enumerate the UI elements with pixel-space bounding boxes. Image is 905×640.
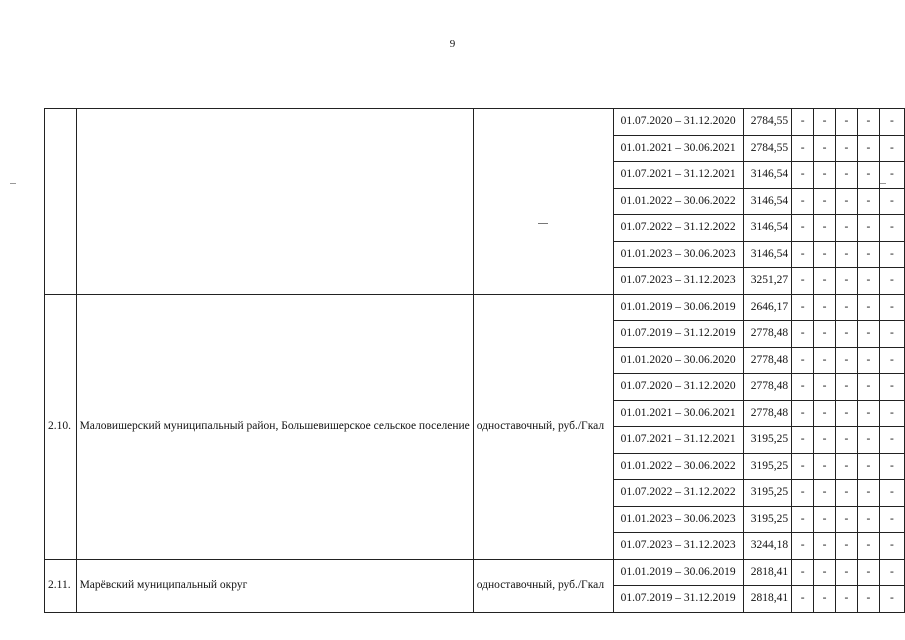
period-cell: 01.01.2021 – 30.06.2021 (613, 135, 743, 162)
tariff-value-cell: 2778,48 (743, 321, 792, 348)
period-cell: 01.01.2021 – 30.06.2021 (613, 400, 743, 427)
empty-value-cell: - (836, 374, 858, 401)
period-cell: 01.01.2023 – 30.06.2023 (613, 241, 743, 268)
table-row (45, 109, 905, 136)
empty-value-cell: - (857, 480, 879, 507)
empty-value-cell: - (879, 559, 904, 586)
empty-value-cell: - (814, 586, 836, 613)
period-cell: 01.07.2019 – 31.12.2019 (613, 321, 743, 348)
period-cell: 01.07.2021 – 31.12.2021 (613, 162, 743, 189)
empty-value-cell: - (879, 480, 904, 507)
empty-value-cell: - (836, 135, 858, 162)
period-cell: 01.07.2022 – 31.12.2022 (613, 480, 743, 507)
empty-value-cell: - (836, 215, 858, 242)
period-cell: 01.07.2023 – 31.12.2023 (613, 268, 743, 295)
table-row (45, 559, 905, 586)
table-row (45, 294, 905, 321)
empty-value-cell: - (792, 294, 814, 321)
empty-value-cell: - (879, 215, 904, 242)
empty-value-cell: - (814, 480, 836, 507)
period-cell: 01.01.2020 – 30.06.2020 (613, 347, 743, 374)
empty-value-cell: - (857, 533, 879, 560)
empty-value-cell: - (879, 268, 904, 295)
empty-value-cell: - (814, 294, 836, 321)
empty-value-cell: - (879, 506, 904, 533)
empty-value-cell: - (814, 162, 836, 189)
tariff-value-cell: 3146,54 (743, 162, 792, 189)
empty-value-cell: - (836, 427, 858, 454)
tariff-type-cell: одноставочный, руб./Гкал (473, 294, 613, 559)
scan-mark (10, 183, 16, 184)
municipality-cell: Марёвский муниципальный округ (76, 559, 473, 612)
empty-value-cell: - (879, 374, 904, 401)
empty-value-cell: - (879, 241, 904, 268)
empty-value-cell: - (836, 294, 858, 321)
empty-value-cell: - (836, 586, 858, 613)
empty-value-cell: - (792, 135, 814, 162)
period-cell: 01.01.2019 – 30.06.2019 (613, 559, 743, 586)
empty-value-cell: - (814, 321, 836, 348)
empty-value-cell: - (814, 347, 836, 374)
empty-value-cell: - (814, 533, 836, 560)
empty-value-cell: - (814, 109, 836, 136)
empty-value-cell: - (857, 188, 879, 215)
item-number-cell: 2.10. (45, 294, 77, 559)
empty-value-cell: - (879, 533, 904, 560)
empty-value-cell: - (792, 268, 814, 295)
empty-value-cell: - (879, 321, 904, 348)
tariff-value-cell: 3195,25 (743, 453, 792, 480)
empty-value-cell: - (792, 559, 814, 586)
period-cell: 01.01.2023 – 30.06.2023 (613, 506, 743, 533)
period-cell: 01.07.2022 – 31.12.2022 (613, 215, 743, 242)
item-number-cell (45, 109, 77, 295)
empty-value-cell: - (814, 453, 836, 480)
empty-value-cell: - (814, 559, 836, 586)
tariff-value-cell: 3146,54 (743, 188, 792, 215)
tariff-value-cell: 3251,27 (743, 268, 792, 295)
empty-value-cell: - (814, 506, 836, 533)
empty-value-cell: - (857, 427, 879, 454)
period-cell: 01.01.2019 – 30.06.2019 (613, 294, 743, 321)
empty-value-cell: - (857, 559, 879, 586)
period-cell: 01.07.2020 – 31.12.2020 (613, 109, 743, 136)
empty-value-cell: - (836, 559, 858, 586)
empty-value-cell: - (857, 400, 879, 427)
empty-value-cell: - (857, 109, 879, 136)
empty-value-cell: - (879, 135, 904, 162)
empty-value-cell: - (814, 215, 836, 242)
empty-value-cell: - (836, 506, 858, 533)
tariff-value-cell: 2784,55 (743, 109, 792, 136)
empty-value-cell: - (836, 321, 858, 348)
empty-value-cell: - (879, 162, 904, 189)
empty-value-cell: - (814, 427, 836, 454)
empty-value-cell: - (879, 586, 904, 613)
tariff-value-cell: 2818,41 (743, 559, 792, 586)
municipality-cell (76, 109, 473, 295)
page-number: 9 (449, 38, 456, 50)
empty-value-cell: - (836, 109, 858, 136)
tariff-value-cell: 2778,48 (743, 347, 792, 374)
empty-value-cell: - (879, 347, 904, 374)
period-cell: 01.07.2023 – 31.12.2023 (613, 533, 743, 560)
empty-value-cell: - (814, 400, 836, 427)
empty-value-cell: - (836, 268, 858, 295)
empty-value-cell: - (792, 321, 814, 348)
empty-value-cell: - (836, 533, 858, 560)
empty-value-cell: - (792, 586, 814, 613)
scan-mark (538, 223, 548, 224)
empty-value-cell: - (857, 241, 879, 268)
empty-value-cell: - (857, 162, 879, 189)
empty-value-cell: - (814, 268, 836, 295)
tariff-value-cell: 3195,25 (743, 427, 792, 454)
empty-value-cell: - (857, 453, 879, 480)
scan-mark (880, 183, 886, 184)
empty-value-cell: - (836, 347, 858, 374)
tariff-value-cell: 2778,48 (743, 400, 792, 427)
empty-value-cell: - (857, 347, 879, 374)
tariff-value-cell: 3146,54 (743, 241, 792, 268)
empty-value-cell: - (879, 453, 904, 480)
empty-value-cell: - (857, 321, 879, 348)
empty-value-cell: - (857, 135, 879, 162)
empty-value-cell: - (792, 215, 814, 242)
tariff-type-cell (473, 109, 613, 295)
empty-value-cell: - (857, 294, 879, 321)
empty-value-cell: - (879, 427, 904, 454)
period-cell: 01.01.2022 – 30.06.2022 (613, 453, 743, 480)
empty-value-cell: - (814, 241, 836, 268)
tariff-value-cell: 2818,41 (743, 586, 792, 613)
empty-value-cell: - (836, 400, 858, 427)
empty-value-cell: - (857, 268, 879, 295)
empty-value-cell: - (879, 109, 904, 136)
empty-value-cell: - (792, 506, 814, 533)
empty-value-cell: - (814, 374, 836, 401)
tariff-value-cell: 3146,54 (743, 215, 792, 242)
municipality-cell: Маловишерский муниципальный район, Большевишерское сельское поселение (76, 294, 473, 559)
empty-value-cell: - (814, 188, 836, 215)
empty-value-cell: - (836, 188, 858, 215)
empty-value-cell: - (857, 215, 879, 242)
empty-value-cell: - (792, 400, 814, 427)
empty-value-cell: - (792, 241, 814, 268)
empty-value-cell: - (857, 374, 879, 401)
tariff-value-cell: 3195,25 (743, 480, 792, 507)
empty-value-cell: - (792, 374, 814, 401)
empty-value-cell: - (879, 400, 904, 427)
tariff-value-cell: 2646,17 (743, 294, 792, 321)
empty-value-cell: - (792, 533, 814, 560)
empty-value-cell: - (814, 135, 836, 162)
period-cell: 01.07.2020 – 31.12.2020 (613, 374, 743, 401)
empty-value-cell: - (792, 188, 814, 215)
item-number-cell: 2.11. (45, 559, 77, 612)
period-cell: 01.07.2019 – 31.12.2019 (613, 586, 743, 613)
period-cell: 01.01.2022 – 30.06.2022 (613, 188, 743, 215)
tariff-value-cell: 2784,55 (743, 135, 792, 162)
empty-value-cell: - (792, 427, 814, 454)
empty-value-cell: - (857, 586, 879, 613)
empty-value-cell: - (792, 347, 814, 374)
tariff-table (44, 108, 905, 613)
empty-value-cell: - (879, 188, 904, 215)
empty-value-cell: - (836, 453, 858, 480)
empty-value-cell: - (792, 109, 814, 136)
tariff-value-cell: 2778,48 (743, 374, 792, 401)
period-cell: 01.07.2021 – 31.12.2021 (613, 427, 743, 454)
empty-value-cell: - (792, 480, 814, 507)
tariff-value-cell: 3244,18 (743, 533, 792, 560)
empty-value-cell: - (857, 506, 879, 533)
empty-value-cell: - (879, 294, 904, 321)
empty-value-cell: - (836, 480, 858, 507)
tariff-value-cell: 3195,25 (743, 506, 792, 533)
tariff-type-cell: одноставочный, руб./Гкал (473, 559, 613, 612)
empty-value-cell: - (792, 162, 814, 189)
empty-value-cell: - (792, 453, 814, 480)
empty-value-cell: - (836, 241, 858, 268)
empty-value-cell: - (836, 162, 858, 189)
